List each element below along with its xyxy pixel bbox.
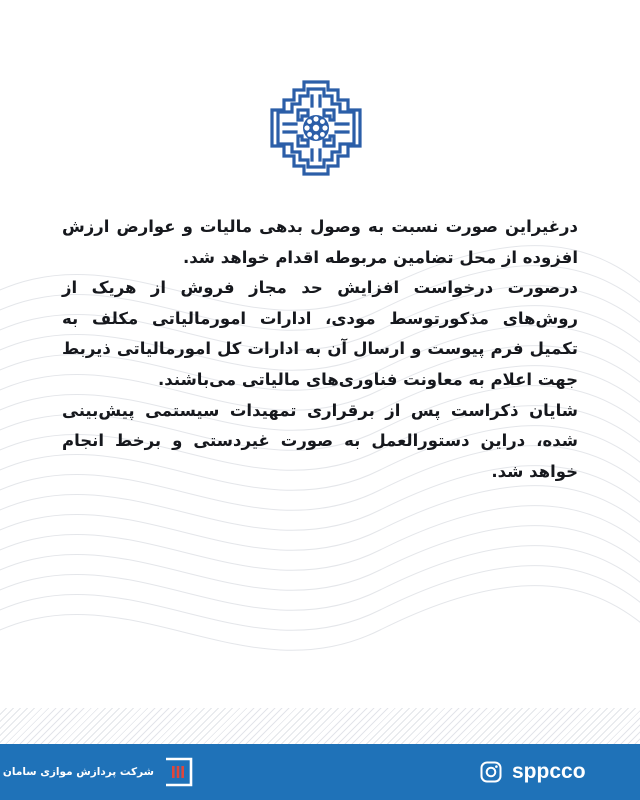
paragraph-2: درصورت درخواست افزایش حد مجاز فروش از هریک از روش‌های مذکورتوسط مودی، ادارات امورمالیاتی مکلف به تکمیل فرم پیوست و ارسال آن به ادارات کل امورمالیاتی ذیربط جهت اعلام به معاونت فناوری‌های مالیاتی می‌باشند. bbox=[62, 278, 578, 389]
company-name: شرکت پردازش موازی سامان bbox=[2, 766, 154, 778]
footer-hatch-band bbox=[0, 708, 640, 744]
company-logo-icon bbox=[162, 756, 194, 788]
announcement-text bbox=[62, 212, 578, 487]
tax-organization-emblem-icon bbox=[268, 80, 364, 176]
instagram-icon[interactable] bbox=[480, 761, 502, 783]
paragraph-3: شایان ذکراست پس از برقراری تمهیدات سیستمی پیش‌بینی شده، دراین دستورالعمل به صورت غیردستی و برخط انجام خواهد شد. bbox=[62, 400, 578, 481]
social-handle[interactable]: sppcco bbox=[512, 760, 586, 783]
paragraph-1: درغیراین صورت نسبت به وصول بدهی مالیات و عوارض ارزش افزوده از محل تضامین مربوطه اقدام خواهد شد. bbox=[62, 217, 578, 267]
